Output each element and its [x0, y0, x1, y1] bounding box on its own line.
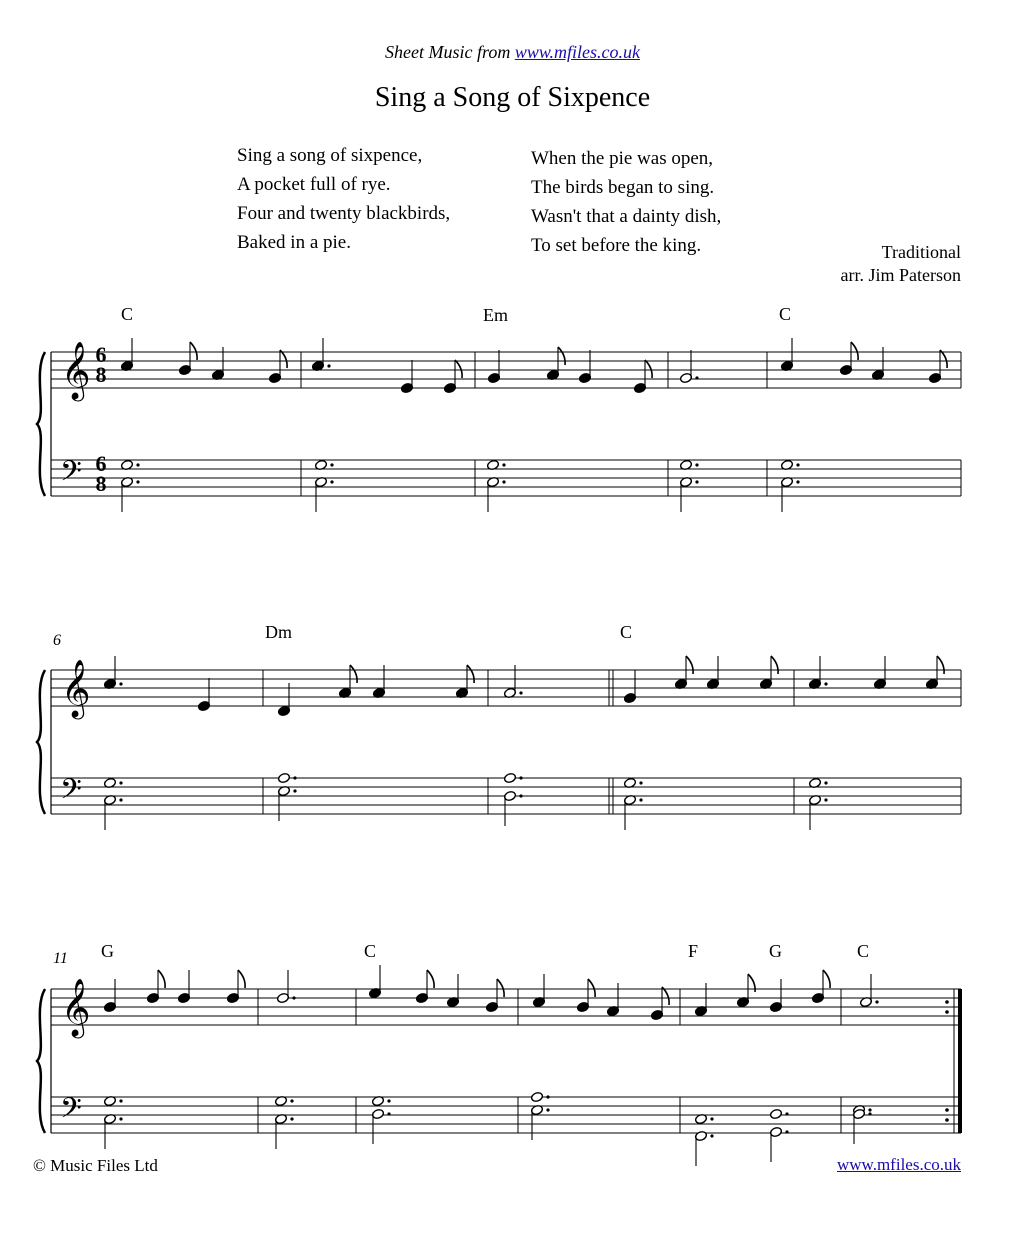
repeat-dot	[945, 1118, 949, 1122]
dot	[519, 794, 522, 797]
dot	[519, 776, 522, 779]
flag	[238, 970, 245, 988]
treble-clef-icon: 𝄞	[61, 659, 91, 717]
flag	[497, 979, 504, 997]
dot	[875, 1000, 878, 1003]
dot	[824, 798, 827, 801]
dot	[639, 798, 642, 801]
time-signature-bottom: 8	[95, 362, 107, 387]
flag	[558, 347, 565, 365]
verse-line: Four and twenty blackbirds,	[237, 203, 451, 224]
flag	[280, 350, 287, 368]
dot	[695, 480, 698, 483]
bass-notehead	[503, 772, 516, 783]
brace	[37, 670, 45, 814]
dot	[710, 1134, 713, 1137]
dot	[710, 1117, 713, 1120]
dot	[519, 691, 522, 694]
flag	[588, 979, 595, 997]
staff-lines	[37, 341, 962, 1133]
repeat-dot	[945, 1108, 949, 1112]
dot	[546, 1108, 549, 1111]
dot	[868, 1108, 871, 1111]
flag	[771, 656, 778, 674]
chord-symbol: C	[121, 304, 134, 324]
bass-clef-icon: 𝄢	[60, 773, 82, 813]
verse-line: A pocket full of rye.	[237, 174, 391, 195]
measure-number: 11	[53, 950, 68, 967]
flag	[823, 970, 830, 988]
chord-symbol: C	[620, 622, 633, 642]
brace	[37, 352, 45, 496]
bass-notehead	[769, 1108, 782, 1119]
dot	[119, 682, 122, 685]
final-barline	[958, 989, 962, 1133]
page-title: Sing a Song of Sixpence	[374, 82, 651, 113]
dot	[639, 781, 642, 784]
flag	[158, 970, 165, 988]
dot	[695, 376, 698, 379]
verse-line: The birds began to sing.	[531, 177, 715, 198]
flag	[686, 656, 693, 674]
dot	[119, 1117, 122, 1120]
dot	[796, 480, 799, 483]
chord-symbol: G	[769, 941, 782, 961]
dot	[796, 463, 799, 466]
dot	[290, 1099, 293, 1102]
verse-line: Baked in a pie.	[237, 232, 351, 253]
dot	[387, 1099, 390, 1102]
chord-symbol: C	[779, 304, 792, 324]
dot	[546, 1095, 549, 1098]
bass-clef-icon: 𝄢	[60, 1092, 82, 1132]
measure-number: 6	[53, 632, 61, 649]
flag	[467, 665, 474, 683]
dot	[330, 463, 333, 466]
copyright-text: © Music Files Ltd	[33, 1156, 158, 1175]
dot	[119, 1099, 122, 1102]
chord-symbol: Dm	[265, 622, 292, 642]
treble-clef-icon: 𝄞	[61, 978, 91, 1036]
flag	[662, 987, 669, 1005]
dot	[824, 781, 827, 784]
composer-credit: Traditional	[881, 242, 961, 262]
dot	[292, 996, 295, 999]
dot	[119, 781, 122, 784]
dot	[695, 463, 698, 466]
dot	[136, 463, 139, 466]
header-link[interactable]: www.mfiles.co.uk	[514, 42, 640, 62]
brace	[37, 989, 45, 1133]
verse-line: When the pie was open,	[531, 148, 714, 169]
dot	[824, 682, 827, 685]
notation-marks	[103, 338, 947, 1166]
dot	[293, 789, 296, 792]
repeat-dot	[945, 1000, 949, 1004]
repeat-dot	[945, 1010, 949, 1014]
time-signature-top: 6	[95, 342, 107, 367]
dot	[785, 1112, 788, 1115]
chord-symbol: C	[364, 941, 377, 961]
dot	[119, 798, 122, 801]
flag	[455, 360, 462, 378]
verse-line: Wasn't that a dainty dish,	[531, 206, 722, 227]
treble-clef-icon: 𝄞	[61, 341, 91, 399]
chord-symbol: C	[857, 941, 870, 961]
dot	[387, 1112, 390, 1115]
flag	[937, 656, 944, 674]
bass-notehead	[530, 1091, 543, 1102]
bass-notehead	[277, 772, 290, 783]
time-signature-bottom: 8	[95, 471, 107, 496]
dot	[290, 1117, 293, 1120]
bass-clef-icon: 𝄢	[60, 455, 82, 495]
dot	[327, 364, 330, 367]
flag	[645, 360, 652, 378]
verse-line: Sing a song of sixpence,	[237, 145, 423, 166]
header-prefix: Sheet Music from	[385, 42, 515, 62]
time-signature-top: 6	[95, 451, 107, 476]
flag	[851, 342, 858, 360]
flag	[350, 665, 357, 683]
dot	[502, 480, 505, 483]
dot	[330, 480, 333, 483]
dot	[293, 776, 296, 779]
footer-link[interactable]: www.mfiles.co.uk	[836, 1155, 961, 1174]
verse-line: To set before the king.	[531, 235, 702, 256]
arranger-credit: arr. Jim Paterson	[840, 265, 961, 285]
dot	[502, 463, 505, 466]
dot	[136, 480, 139, 483]
dot	[785, 1130, 788, 1133]
flag	[940, 350, 947, 368]
chord-symbol: Em	[483, 305, 508, 325]
chord-symbol: G	[101, 941, 114, 961]
flag	[427, 970, 434, 988]
flag	[190, 342, 197, 360]
dot	[868, 1112, 871, 1115]
chord-symbol: F	[688, 941, 699, 961]
footer-link-wrap	[837, 1155, 961, 1175]
